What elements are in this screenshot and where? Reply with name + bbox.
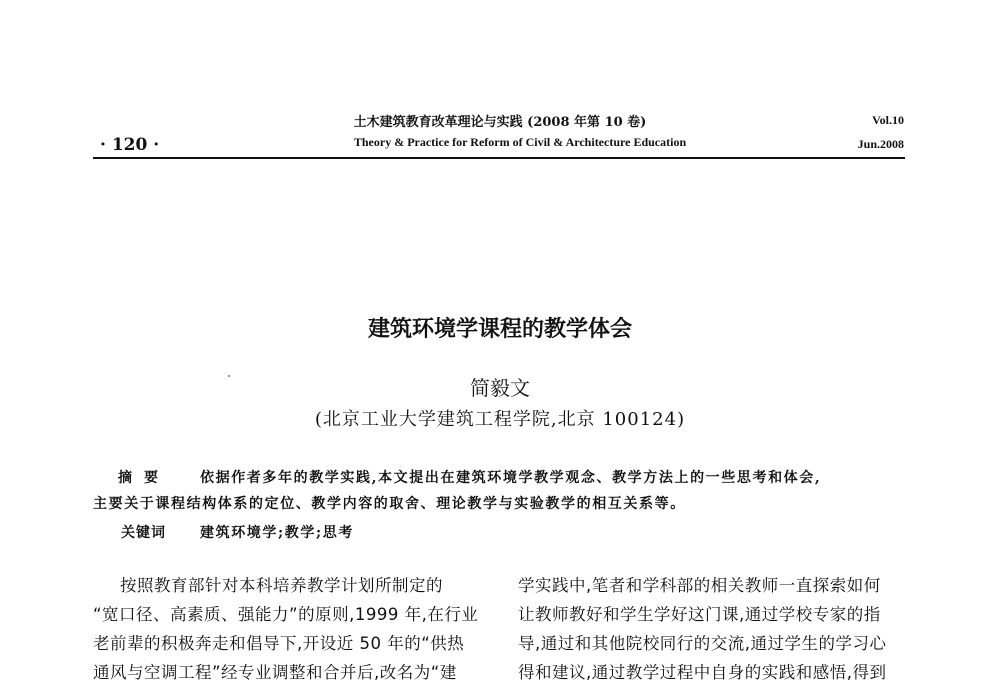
left-column-line-3: 老前辈的积极奔走和倡导下,开设近 50 年的“供热 [93, 634, 465, 653]
page-number: · 120 · [100, 135, 160, 155]
header-rule [93, 157, 905, 159]
journal-title-en: Theory & Practice for Reform of Civil & Architecture Education [353, 135, 687, 149]
right-column-line-3: 导,通过和其他院校同行的交流,通过学生的学习心 [518, 634, 887, 653]
left-column-line-1: 按照教育部针对本科培养教学计划所制定的 [120, 576, 443, 595]
issue-date: Jun.2008 [857, 137, 904, 151]
journal-title-cn: 土木建筑教育改革理论与实践 (2008 年第 10 卷) [353, 115, 647, 130]
abstract-line-2: 主要关于课程结构体系的定位、教学内容的取舍、理论教学与实验教学的相互关系等。 [93, 496, 686, 512]
right-column-line-4: 得和建议,通过教学过程中自身的实践和感悟,得到 [518, 663, 887, 682]
volume-label: Vol.10 [872, 113, 904, 127]
author-affiliation: (北京工业大学建筑工程学院,北京 100124) [314, 409, 686, 430]
author-name: 简毅文 [470, 376, 530, 400]
article-title: 建筑环境学课程的教学体会 [367, 317, 632, 342]
keywords-text: 建筑环境学;教学;思考 [200, 525, 354, 541]
left-column-line-2: “宽口径、高素质、强能力”的原则,1999 年,在行业 [93, 605, 479, 624]
left-column-line-4: 通风与空调工程”经专业调整和合并后,改名为“建 [93, 663, 457, 682]
keywords-label: 关键词 [121, 525, 166, 541]
right-column-line-2: 让教师教好和学生学好这门课,通过学校专家的指 [518, 605, 881, 624]
abstract-line-1: 依据作者多年的教学实践,本文提出在建筑环境学教学观念、教学方法上的一些思考和体会, [200, 470, 822, 486]
right-column-line-1: 学实践中,笔者和学科部的相关教师一直探索如何 [518, 576, 881, 595]
abstract-label: 摘要 [118, 470, 170, 486]
